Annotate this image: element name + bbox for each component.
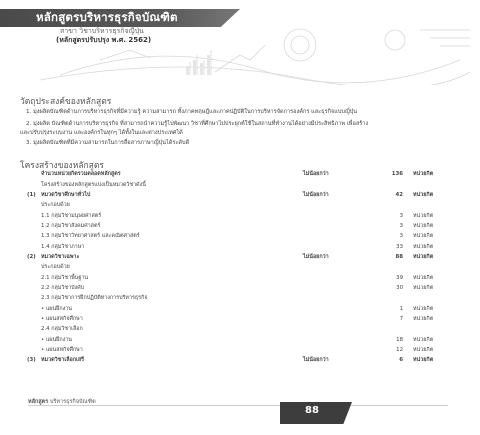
page-number: 88	[305, 405, 319, 416]
row-label: • แผนฝึกงาน	[41, 305, 72, 312]
row-number	[27, 345, 41, 355]
structure-heading: โครงสร้างของหลักสูตร	[20, 161, 104, 171]
row-number: (1)	[27, 191, 36, 198]
structure-row	[27, 179, 453, 189]
row-credits: 33	[396, 243, 403, 250]
row-condition	[303, 293, 371, 303]
row-condition	[303, 314, 371, 324]
row-label: 2.3 กลุ่มวิชาการฝึกปฏิบัติทางการบริหารธุรกิจ	[41, 295, 148, 302]
row-credits	[371, 179, 413, 189]
structure-row	[27, 169, 453, 179]
row-unit: หน่วยกิต	[413, 347, 434, 354]
row-label: 2.1 กลุ่มวิชาพื้นฐาน	[41, 274, 89, 281]
structure-row	[27, 210, 453, 220]
row-unit: หน่วยกิต	[413, 222, 434, 229]
row-label: หมวดวิชาศึกษาทั่วไป	[41, 191, 91, 198]
row-credits: 7	[399, 315, 403, 322]
row-condition: ไม่น้อยกว่า	[303, 253, 329, 260]
row-credits: 1	[399, 305, 403, 312]
row-unit: หน่วยกิต	[413, 191, 434, 198]
row-credits: 39	[396, 274, 403, 281]
row-label: หมวดวิชาเฉพาะ	[41, 253, 80, 260]
row-label: โครงสร้างของหลักสูตรแบ่งเป็นหมวดวิชาดังนี้	[41, 181, 146, 188]
footer-caption-bold: หลักสูตร	[28, 399, 49, 405]
row-credits: 12	[396, 347, 403, 354]
row-number: (3)	[27, 357, 36, 364]
row-number	[27, 293, 41, 303]
objective-item: 1. มุ่งผลิตบัณฑิตด้านการบริหารธุรกิจที่มีความรู้ ความสามารถ ทั้งภาคทฤษฎีและภาคปฏิบัติในการบริหารจัดการองค์กร และธุรกิจแบบญี่ปุ่น	[26, 109, 358, 115]
program-subtitle: สาขา วิชาบริหารธุรกิจญี่ปุ่น	[60, 27, 144, 35]
footer-caption-text: บริหารธุรกิจบัณฑิต	[49, 399, 96, 405]
structure-row	[27, 262, 453, 272]
objectives-heading: วัตถุประสงค์ของหลักสูตร	[20, 97, 112, 107]
row-label: 1.2 กลุ่มวิชาสังคมศาสตร์	[41, 222, 101, 229]
row-condition: ไม่น้อยกว่า	[303, 171, 329, 178]
row-number	[27, 241, 41, 251]
row-condition	[303, 200, 371, 210]
row-number	[27, 210, 41, 220]
revision-label: (หลักสูตรปรับปรุง พ.ศ. 2562)	[56, 36, 152, 44]
row-label: • แผนสหกิจศึกษา	[41, 315, 83, 322]
row-unit: หน่วยกิต	[413, 357, 434, 364]
row-label: 1.1 กลุ่มวิชามนุษยศาสตร์	[41, 212, 102, 219]
row-condition	[303, 272, 371, 282]
structure-row	[27, 314, 453, 324]
row-condition	[303, 231, 371, 241]
row-number	[27, 324, 41, 334]
structure-row	[27, 231, 453, 241]
row-label: 2.2 กลุ่มวิชาบังคับ	[41, 284, 85, 291]
row-number	[27, 169, 41, 179]
row-credits: 3	[399, 212, 403, 219]
row-label: 1.3 กลุ่มวิชาวิทยาศาสตร์ และคณิตศาสตร์	[41, 233, 140, 240]
structure-row	[27, 221, 453, 231]
objective-item-continued: และปรับปรุงระบบงาน และองค์กรในทุกๆ ได้ทั้งในและต่างประเทศได้	[20, 130, 183, 136]
row-credits	[371, 324, 413, 334]
row-number	[27, 179, 41, 189]
structure-row	[27, 190, 453, 200]
structure-row	[27, 335, 453, 345]
row-credits: 3	[399, 233, 403, 240]
structure-row	[27, 345, 453, 355]
row-credits: 18	[396, 336, 403, 343]
objective-item: 2. มุ่งผลิต บัณฑิตด้านการบริหารธุรกิจ ที่สามารถนำความรู้ไปพัฒนา วิชาที่ศึกษาไปประยุกต์ใช้ในสถานที่ทำงานได้อย่างมีประสิทธิภาพ เพื่อสร้าง	[26, 121, 369, 127]
row-credits: 3	[399, 222, 403, 229]
row-condition	[303, 324, 371, 334]
row-unit: หน่วยกิต	[413, 315, 434, 322]
row-condition	[303, 262, 371, 272]
structure-row	[27, 324, 453, 334]
row-unit: หน่วยกิต	[413, 284, 434, 291]
row-label: 2.4 กลุ่มวิชาเลือก	[41, 326, 83, 333]
row-unit: หน่วยกิต	[413, 305, 434, 312]
structure-row	[27, 293, 453, 303]
row-unit	[413, 293, 453, 303]
row-credits	[371, 200, 413, 210]
row-number	[27, 262, 41, 272]
row-condition	[303, 210, 371, 220]
structure-row	[27, 200, 453, 210]
row-condition: ไม่น้อยกว่า	[303, 357, 329, 364]
row-condition	[303, 345, 371, 355]
row-number	[27, 283, 41, 293]
row-condition	[303, 303, 371, 313]
row-unit	[413, 262, 453, 272]
row-unit: หน่วยกิต	[413, 171, 434, 178]
row-label: จำนวนหน่วยกิตรวมตลอดหลักสูตร	[41, 171, 121, 178]
row-unit	[413, 200, 453, 210]
structure-row	[27, 283, 453, 293]
row-condition	[303, 241, 371, 251]
row-unit: หน่วยกิต	[413, 243, 434, 250]
structure-row	[27, 303, 453, 313]
row-credits	[371, 262, 413, 272]
row-number	[27, 335, 41, 345]
row-condition	[303, 221, 371, 231]
row-label: ประกอบด้วย	[41, 202, 70, 209]
objective-item: 3. มุ่งผลิตบัณฑิตที่มีความสามารถในการสื่อสารภาษาญี่ปุ่นได้ระดับดี	[26, 140, 190, 146]
row-unit: หน่วยกิต	[413, 212, 434, 219]
row-number	[27, 221, 41, 231]
row-number	[27, 314, 41, 324]
row-number	[27, 272, 41, 282]
row-unit: หน่วยกิต	[413, 233, 434, 240]
row-credits: 136	[391, 171, 403, 178]
structure-row	[27, 355, 453, 365]
row-credits: 88	[395, 253, 403, 260]
footer-divider	[28, 405, 448, 406]
structure-row	[27, 241, 453, 251]
row-number	[27, 231, 41, 241]
row-credits	[371, 293, 413, 303]
row-unit	[413, 324, 453, 334]
row-credits: 6	[399, 357, 403, 364]
page-header	[0, 0, 480, 85]
row-condition	[303, 179, 371, 189]
row-number: (2)	[27, 253, 36, 260]
row-condition: ไม่น้อยกว่า	[303, 191, 329, 198]
structure-table-body	[27, 169, 453, 366]
curriculum-structure-table	[27, 169, 453, 366]
row-credits: 30	[396, 284, 403, 291]
row-label: หมวดวิชาเลือกเสรี	[41, 357, 85, 364]
row-label: 1.4 กลุ่มวิชาภาษา	[41, 243, 85, 250]
row-condition	[303, 335, 371, 345]
row-credits: 42	[395, 191, 403, 198]
row-number	[27, 200, 41, 210]
page-title: หลักสูตรบริหารธุรกิจบัณฑิต	[36, 10, 178, 24]
row-label: • แผนฝึกงาน	[41, 336, 72, 343]
row-unit: หน่วยกิต	[413, 336, 434, 343]
row-unit	[413, 179, 453, 189]
row-unit: หน่วยกิต	[413, 253, 434, 260]
row-number	[27, 303, 41, 313]
row-label: ประกอบด้วย	[41, 264, 70, 271]
structure-row	[27, 272, 453, 282]
structure-row	[27, 252, 453, 262]
row-label: • แผนสหกิจศึกษา	[41, 347, 83, 354]
row-unit: หน่วยกิต	[413, 274, 434, 281]
row-condition	[303, 283, 371, 293]
